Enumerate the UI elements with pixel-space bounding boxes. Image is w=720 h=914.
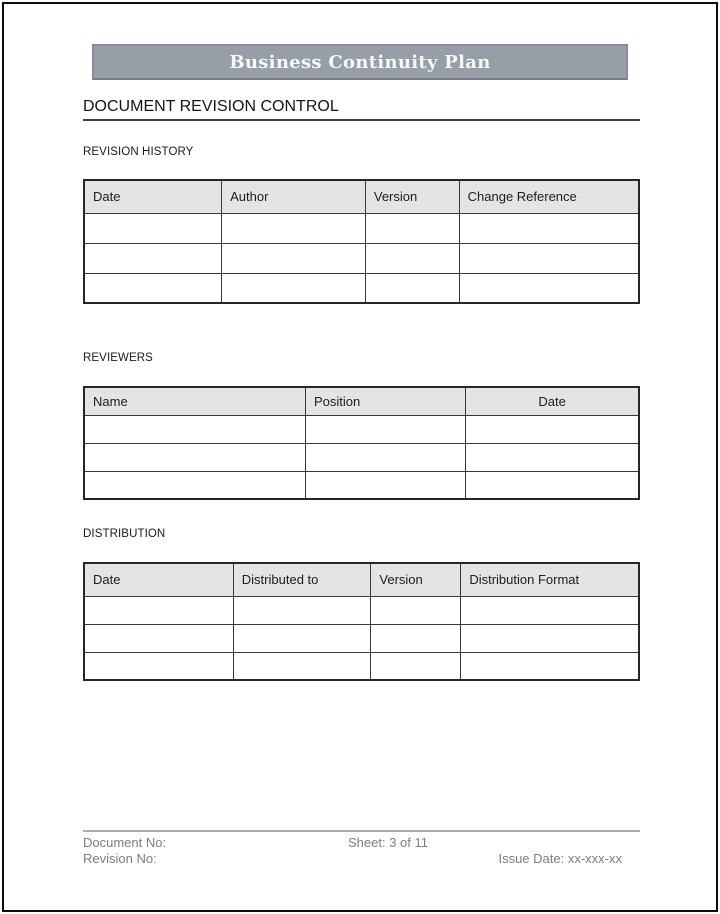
table-header-row: [84, 180, 639, 213]
table-cell[interactable]: [371, 624, 461, 652]
document-title-banner: [92, 44, 628, 80]
table-cell[interactable]: [233, 624, 371, 652]
table-cell[interactable]: [305, 471, 465, 499]
table-cell[interactable]: [365, 273, 459, 303]
reviewers-table: [83, 386, 640, 500]
table-cell[interactable]: [461, 624, 639, 652]
table-cell[interactable]: [84, 443, 305, 471]
footer-row-2: [83, 851, 640, 867]
column-header-change-reference: Change Reference: [459, 180, 639, 213]
section-label-distribution: DISTRIBUTION: [83, 528, 166, 540]
table-cell[interactable]: [222, 213, 366, 243]
table-cell[interactable]: [305, 443, 465, 471]
table-cell[interactable]: [365, 213, 459, 243]
sheet-number: Sheet: 3 of 11: [348, 835, 428, 850]
column-header-date: Date: [84, 563, 233, 596]
table-row: [84, 273, 639, 303]
column-header-version: Version: [371, 563, 461, 596]
section-label-revision-history: REVISION HISTORY: [83, 146, 194, 158]
table-cell[interactable]: [461, 652, 639, 680]
table-cell[interactable]: [84, 471, 305, 499]
column-header-version: Version: [365, 180, 459, 213]
revision-no-label: Revision No:: [83, 851, 157, 866]
table-cell[interactable]: [84, 596, 233, 624]
table-cell[interactable]: [84, 624, 233, 652]
column-header-author: Author: [222, 180, 366, 213]
column-header-date: Date: [84, 180, 222, 213]
table-row: [84, 243, 639, 273]
heading-rule: [83, 119, 640, 121]
distribution-table: [83, 562, 640, 681]
table-row: [84, 652, 639, 680]
table-cell[interactable]: [466, 471, 639, 499]
table-cell[interactable]: [84, 273, 222, 303]
column-header-distribution-format: Distribution Format: [461, 563, 639, 596]
table-cell[interactable]: [84, 415, 305, 443]
table-header-row: [84, 563, 639, 596]
page-footer: [83, 830, 640, 867]
table-cell[interactable]: [84, 243, 222, 273]
table-cell[interactable]: [222, 273, 366, 303]
section-label-reviewers: REVIEWERS: [83, 352, 153, 364]
table-cell[interactable]: [233, 652, 371, 680]
table-row: [84, 596, 639, 624]
table-cell[interactable]: [466, 415, 639, 443]
table-cell[interactable]: [222, 243, 366, 273]
table-cell[interactable]: [233, 596, 371, 624]
document-page: [2, 2, 718, 912]
table-cell[interactable]: [371, 596, 461, 624]
revision-history-table: [83, 179, 640, 304]
page-title: DOCUMENT REVISION CONTROL: [83, 98, 339, 115]
table-cell[interactable]: [305, 415, 465, 443]
page-content: [83, 99, 640, 681]
column-header-position: Position: [305, 387, 465, 415]
table-row: [84, 213, 639, 243]
table-cell[interactable]: [459, 273, 639, 303]
table-row: [84, 624, 639, 652]
table-header-row: [84, 387, 639, 415]
column-header-date: Date: [466, 387, 639, 415]
column-header-name: Name: [84, 387, 305, 415]
table-cell[interactable]: [365, 243, 459, 273]
table-cell[interactable]: [459, 213, 639, 243]
table-row: [84, 471, 639, 499]
footer-row-1: [83, 835, 640, 851]
table-cell[interactable]: [371, 652, 461, 680]
table-cell[interactable]: [84, 213, 222, 243]
table-row: [84, 443, 639, 471]
column-header-distributed-to: Distributed to: [233, 563, 371, 596]
table-cell[interactable]: [84, 652, 233, 680]
document-title: Business Continuity Plan: [229, 51, 491, 73]
table-cell[interactable]: [459, 243, 639, 273]
document-no-label: Document No:: [83, 835, 167, 850]
table-cell[interactable]: [466, 443, 639, 471]
issue-date-label: Issue Date: xx-xxx-xx: [498, 851, 622, 866]
table-row: [84, 415, 639, 443]
table-cell[interactable]: [461, 596, 639, 624]
